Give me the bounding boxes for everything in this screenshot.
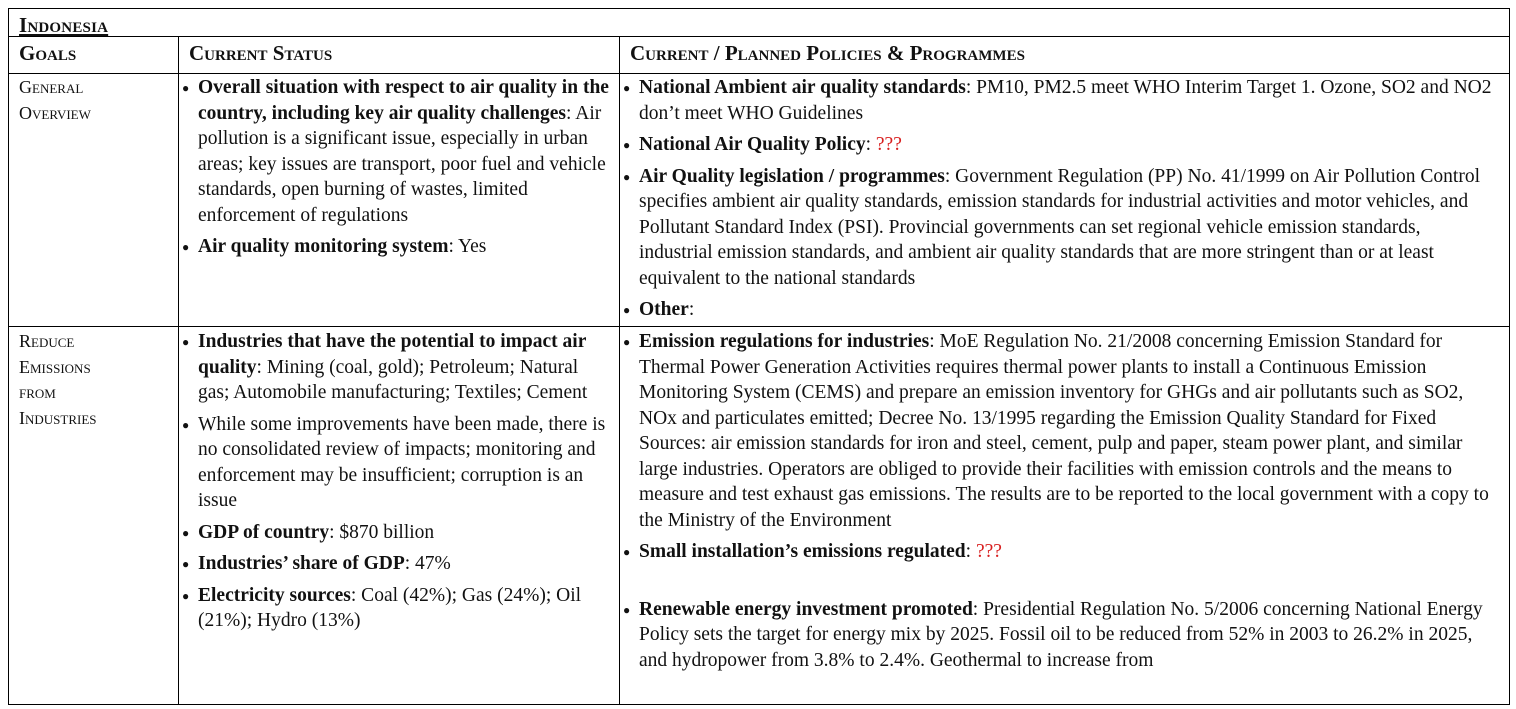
policies-cell-industries bbox=[623, 329, 1498, 679]
status-item: ● Electricity sources: Coal (42%); Gas (24%); Oil (21%); Hydro (13%) bbox=[182, 583, 612, 634]
goal-line: Emissions bbox=[19, 356, 91, 377]
country-title-row bbox=[9, 9, 1509, 37]
goal-line: General bbox=[19, 77, 84, 97]
status-cell-industries bbox=[182, 329, 612, 640]
policy-item: ● Air Quality legislation / programmes: Government Regulation (PP) No. 41/1999 on Air Pollution Control specifies ambient air quality standards, emission standards for industrial activities and motor vehicles, and Pollutant Standard Index (PSI). Provincial governments can set regional vehicle emission standards, industrial emission standards, and ambient air quality standards that are more stringent than or at least equivalent to the national standards bbox=[623, 164, 1498, 292]
goal-line: from bbox=[19, 382, 56, 402]
policy-item: ● Other: bbox=[623, 297, 1498, 323]
header-policies: Current / Planned Policies & Programmes bbox=[630, 41, 1025, 65]
goal-line: Overview bbox=[19, 102, 91, 123]
policy-item: ● Emission regulations for industries: MoE Regulation No. 21/2008 concerning Emission Standard for Thermal Power Generation Activities requires thermal power plants to install a Continuous Emission Monitoring System (CEMS) and prepare an emission inventory for GHGs and air pollutants such as SO2, NOx and particulates emitted; Decree No. 13/1995 regarding the Emission Quality Standard for Fixed Sources: air emission standards for iron and steel, cement, pulp and paper, steam power plant, and similar large industries. Operators are obliged to provide their facilities with emission controls and the means to measure and test exhaust gas emissions. The results are to be reported to the local government with a copy to the Ministry of the Environment bbox=[623, 329, 1498, 533]
header-divider bbox=[9, 73, 1509, 74]
goal-line: Industries bbox=[19, 407, 97, 428]
goal-reduce-emissions-industries bbox=[19, 329, 97, 431]
goal-line: Reduce bbox=[19, 331, 75, 351]
column-divider bbox=[619, 37, 620, 704]
status-item: ● Industries’ share of GDP: 47% bbox=[182, 551, 612, 577]
column-divider bbox=[178, 37, 179, 704]
policy-item: ● Renewable energy investment promoted: Presidential Regulation No. 5/2006 concerning National Energy Policy sets the target for energy mix by 2025. Fossil oil to be reduced from 52% in 2003 to 26.2% in 2025, and hydropower from 3.8% to 2.4%. Geothermal to increase from bbox=[623, 597, 1498, 674]
status-item: ● While some improvements have been made, there is no consolidated review of impacts; monitoring and enforcement may be insufficient; corruption is an issue bbox=[182, 412, 612, 514]
policy-item: ● Small installation’s emissions regulated: ??? bbox=[623, 539, 1498, 565]
status-item: ● GDP of country: $870 billion bbox=[182, 520, 612, 546]
policies-cell-general bbox=[623, 75, 1498, 329]
header-current-status: Current Status bbox=[189, 41, 333, 65]
goal-general-overview bbox=[19, 75, 91, 126]
status-item: ● Industries that have the potential to impact air quality: Mining (coal, gold); Petroleum; Natural gas; Automobile manufacturing; Textiles; Cement bbox=[182, 329, 612, 406]
header-goals: Goals bbox=[19, 41, 77, 65]
status-item: ● Air quality monitoring system: Yes bbox=[182, 234, 612, 260]
policy-item: ● National Air Quality Policy: ??? bbox=[623, 132, 1498, 158]
policy-item: ● National Ambient air quality standards: PM10, PM2.5 meet WHO Interim Target 1. Ozone, SO2 and NO2 don’t meet WHO Guidelines bbox=[623, 75, 1498, 126]
missing-value-marker: ??? bbox=[875, 134, 902, 155]
country-title: Indonesia bbox=[19, 13, 109, 37]
status-cell-general bbox=[182, 75, 612, 266]
status-item: ● Overall situation with respect to air quality in the country, including key air quality challenges: Air pollution is a significant issue, especially in urban areas; key issues are transport, poor fuel and vehicle standards, open burning of wastes, limited enforcement of regulations bbox=[182, 75, 612, 228]
missing-value-marker: ??? bbox=[975, 541, 1002, 562]
policy-table bbox=[8, 8, 1510, 705]
